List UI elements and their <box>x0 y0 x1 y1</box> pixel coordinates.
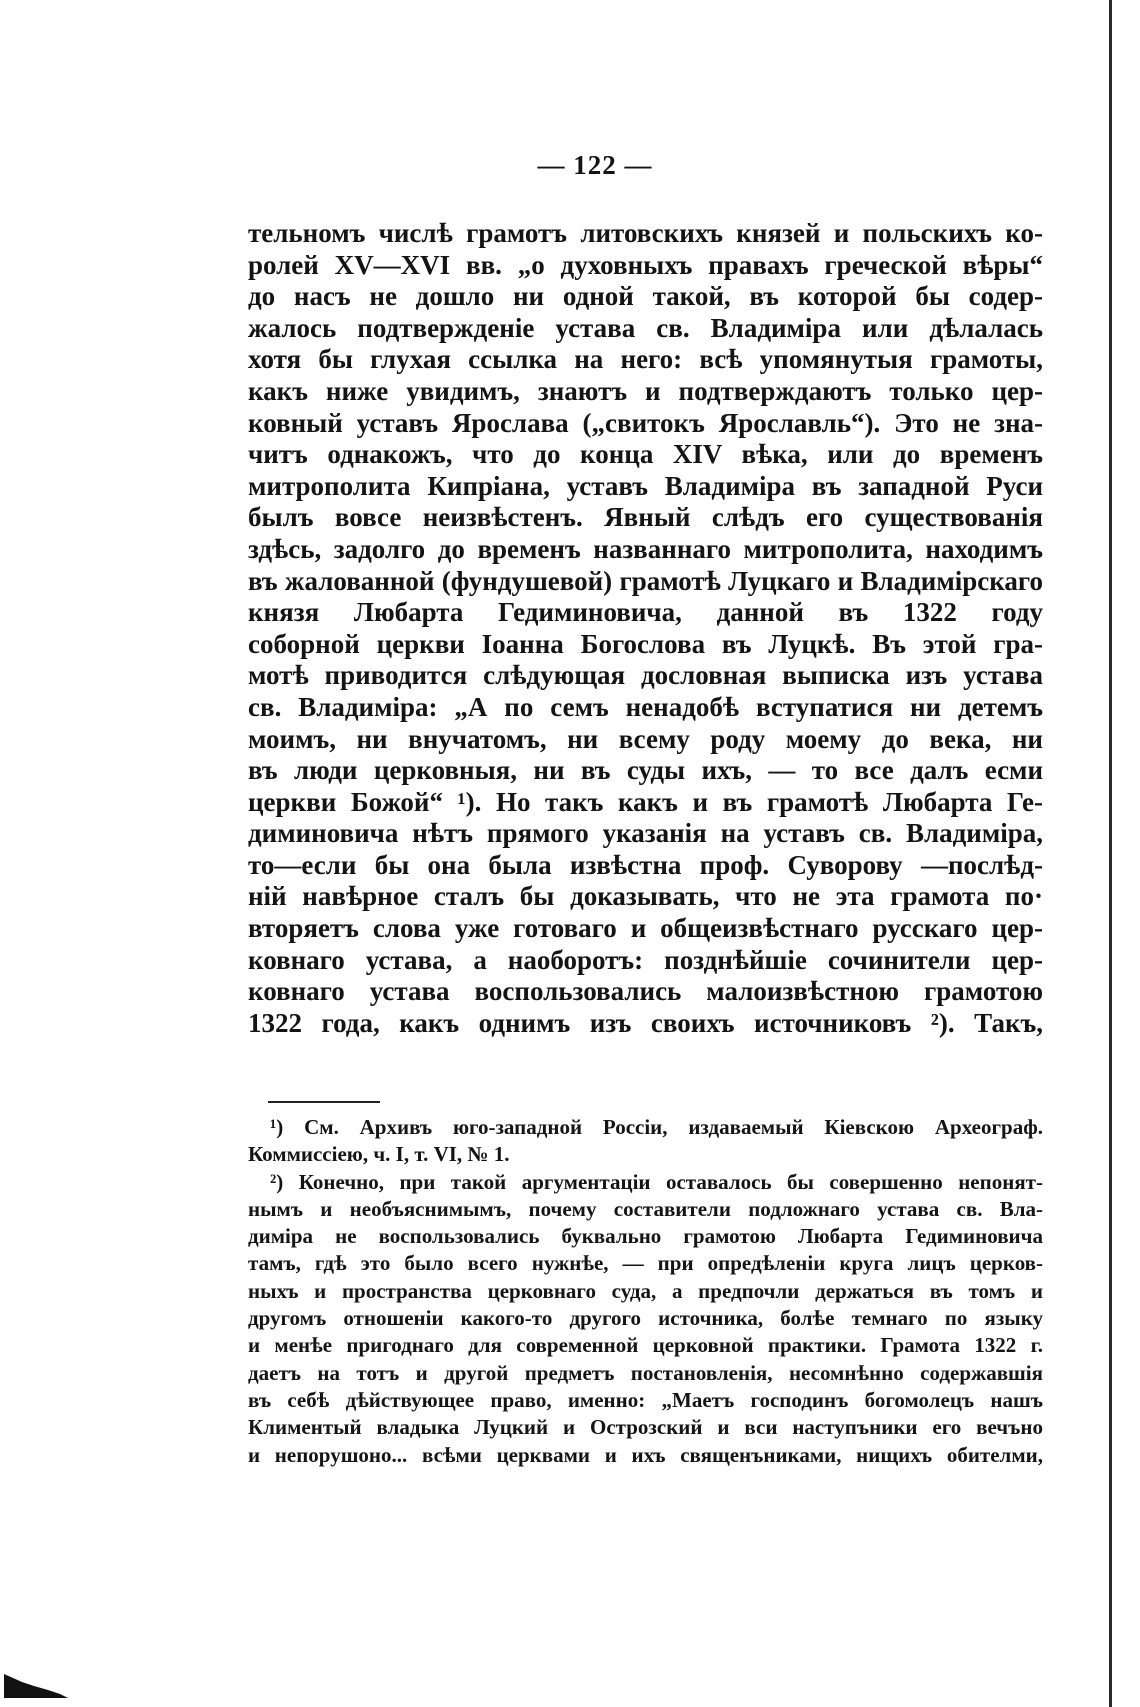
footnote-line: Климентый владыка Луцкий и Острозский и вси наступъники его вечъно <box>248 1415 1043 1440</box>
footnote-line: въ себѣ дѣйствующее право, именно: „Маетъ господинъ богомолецъ нашъ <box>248 1387 1043 1412</box>
text-line: былъ вовсе неизвѣстенъ. Явный слѣдъ его существованія <box>248 502 1043 533</box>
text-line: ковнаго устава, а наоборотъ: позднѣйшіе сочинители цер- <box>248 944 1043 975</box>
text-line: ковнаго устава воспользовались малоизвѣстною грамотою <box>248 976 1043 1007</box>
text-line: князя Любарта Гедиминовича, данной въ 1322 году <box>248 597 1043 628</box>
text-line: диминовича нѣтъ прямого указанія на уставъ св. Владиміра, <box>248 818 1043 849</box>
footnote-line: нымъ и необъяснимымъ, почему составители подложнаго устава св. Вла- <box>248 1196 1043 1221</box>
text-line: то—если бы она была извѣстна проф. Суворову —послѣд- <box>248 849 1043 880</box>
scan-corner-mark <box>4 1668 68 1698</box>
page-number: — 122 — <box>537 150 653 180</box>
footnote-line: и менѣе пригоднаго для современной церковной практики. Грамота 1322 г. <box>248 1333 1043 1358</box>
page-binding-edge <box>1109 0 1112 1707</box>
main-text-block <box>248 218 1043 1039</box>
text-line: какъ ниже увидимъ, знаютъ и подтверждаютъ только цер- <box>248 375 1043 406</box>
text-line: хотя бы глухая ссылка на него: всѣ упомянутыя грамоты, <box>248 344 1043 375</box>
footnote-line: ¹) См. Архивъ юго-западной Россіи, издаваемый Кіевскою Археограф. <box>270 1115 1043 1139</box>
text-line: читъ однакожъ, что до конца XIV вѣка, или до временъ <box>248 439 1043 470</box>
text-line: жалось подтвержденіе устава св. Владиміра или дѣлалась <box>248 312 1043 343</box>
footnote-line: ныхъ и пространства церковнаго суда, а предпочли держаться въ томъ и <box>248 1278 1043 1303</box>
text-line: тельномъ числѣ грамотъ литовскихъ князей и польскихъ ко- <box>248 218 1043 248</box>
text-line: св. Владиміра: „А по семъ ненадобѣ вступатися ни детемъ <box>248 691 1043 722</box>
text-line: церкви Божой“ ¹). Но такъ какъ и въ грамотѣ Любарта Ге- <box>248 786 1043 817</box>
footnote-line: ²) Конечно, при такой аргументаціи оставалось бы совершенно непонят- <box>270 1169 1043 1194</box>
text-line: мотѣ приводится слѣдующая дословная выписка изъ устава <box>248 660 1043 691</box>
text-line: вторяетъ слова уже готоваго и общеизвѣстнаго русскаго цер- <box>248 913 1043 944</box>
text-line: здѣсь, задолго до временъ названнаго митрополита, находимъ <box>248 533 1043 564</box>
text-line: до насъ не дошло ни одной такой, въ которой бы содер- <box>248 281 1043 312</box>
text-line: соборной церкви Іоанна Богослова въ Луцкѣ. Въ этой гра- <box>248 628 1043 659</box>
footnote-line: даетъ на тотъ и другой предметъ постановленія, несомнѣнно содержавшія <box>248 1360 1043 1385</box>
text-line: въ жалованной (фундушевой) грамотѣ Луцкаго и Владимірскаго <box>248 565 1043 596</box>
text-line: въ люди церковныя, ни въ суды ихъ, — то все далъ есми <box>248 755 1043 786</box>
footnote-line: Коммиссіею, ч. I, т. VI, № 1. <box>248 1142 510 1167</box>
footnote-line: тамъ, гдѣ это было всего нужнѣе, — при опредѣленіи круга лицъ церков- <box>248 1251 1043 1276</box>
text-line: ролей XV—XVI вв. „о духовныхъ правахъ греческой вѣры“ <box>248 249 1043 280</box>
footnote-line: другомъ отношеніи какого-то другого источника, болѣе темнаго по языку <box>248 1306 1043 1331</box>
text-line: ній навѣрное сталъ бы доказывать, что не эта грамота по· <box>248 881 1043 912</box>
text-line: ковный уставъ Ярослава („свитокъ Ярославль“). Это не зна- <box>248 407 1043 438</box>
footnote-line: диміра не воспользовались буквально грамотою Любарта Гедиминовича <box>248 1224 1043 1249</box>
text-line: 1322 года, какъ однимъ изъ своихъ источниковъ ²). Такъ, <box>248 1007 1043 1038</box>
text-line: моимъ, ни внучатомъ, ни всему роду моему до века, ни <box>248 723 1043 754</box>
footnote-line: и непорушоно... всѣми церквами и ихъ священъниками, нищихъ обителми, <box>248 1442 1043 1467</box>
text-line: митрополита Кипріана, уставъ Владиміра въ западной Руси <box>248 470 1043 501</box>
footnote-separator <box>268 1101 380 1103</box>
footnotes-block <box>248 1114 1043 1469</box>
